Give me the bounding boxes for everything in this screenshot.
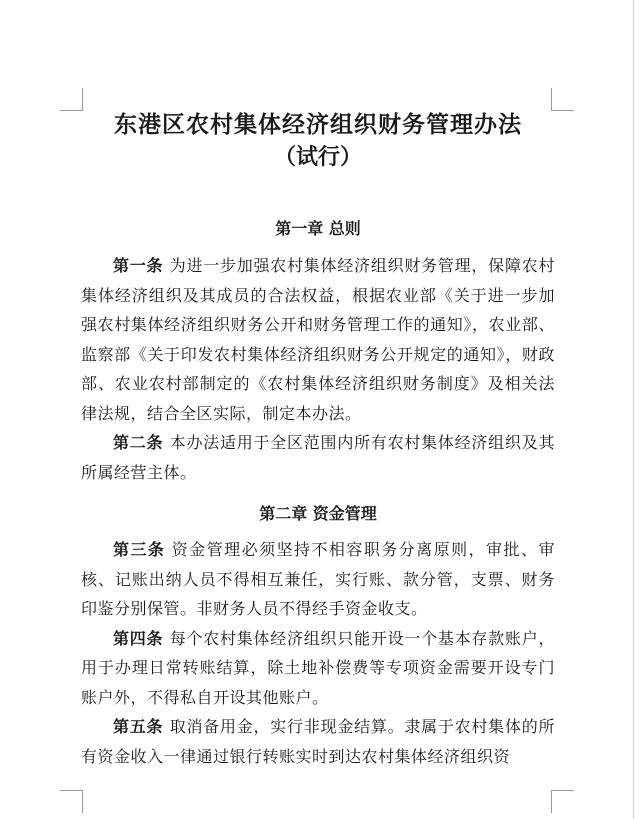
article-paragraph [81,624,555,713]
article-label: 第四条 [113,628,164,648]
article-paragraph [81,712,555,771]
chapter-heading: 第一章 总则 [275,219,361,238]
article-label: 第一条 [113,256,164,275]
article-label: 第五条 [113,717,164,736]
article-text: 为进一步加强农村集体经济组织财务管理，保障农村集体经济组织及其成员的合法权益，根据农业部《关于进一步加强农村集体经济组织财务公开和财务管理工作的通知》，农业部、监察部《关于印发农村集体经济组织财务公开规定的通知》，财政部、农业农村部制定的《农村集体经济组织财务制度》及相关法律法规，结合全区实际，制定本办法。 [81,256,555,423]
article-paragraph [81,428,555,487]
article-paragraph [81,535,555,624]
article-text: 资金管理必须坚持不相容职务分离原则，审批、审核、记账出纳人员不得相互兼任，实行账、款分管，支票、财务印鉴分别保管。非财务人员不得经手资金收支。 [81,540,555,618]
article-text: 本办法适用于全区范围内所有农村集体经济组织及其所属经营主体。 [81,433,555,482]
article-label: 第三条 [113,540,166,559]
document-body [81,110,555,771]
article-text: 取消备用金，实行非现金结算。隶属于农村集体的所有资金收入一律通过银行转账实时到达农村集体经济组织资 [81,717,555,766]
margin-corner-bottom-right [551,790,574,813]
document-subtitle: （试行） [273,144,362,170]
page-edge [633,0,634,819]
chapter-heading: 第二章 资金管理 [259,504,377,523]
margin-corner-top-left [60,88,83,111]
document-title: 东港区农村集体经济组织财务管理办法 [114,111,522,138]
article-paragraph [81,251,555,428]
article-text: 每个农村集体经济组织只能开设一个基本存款账户，用于办理日常转账结算，除土地补偿费等专项资金需要开设专门账户外，不得私自开设其他账户。 [81,628,555,707]
margin-corner-top-right [551,88,574,111]
margin-corner-bottom-left [60,790,83,813]
article-label: 第二条 [113,433,164,452]
